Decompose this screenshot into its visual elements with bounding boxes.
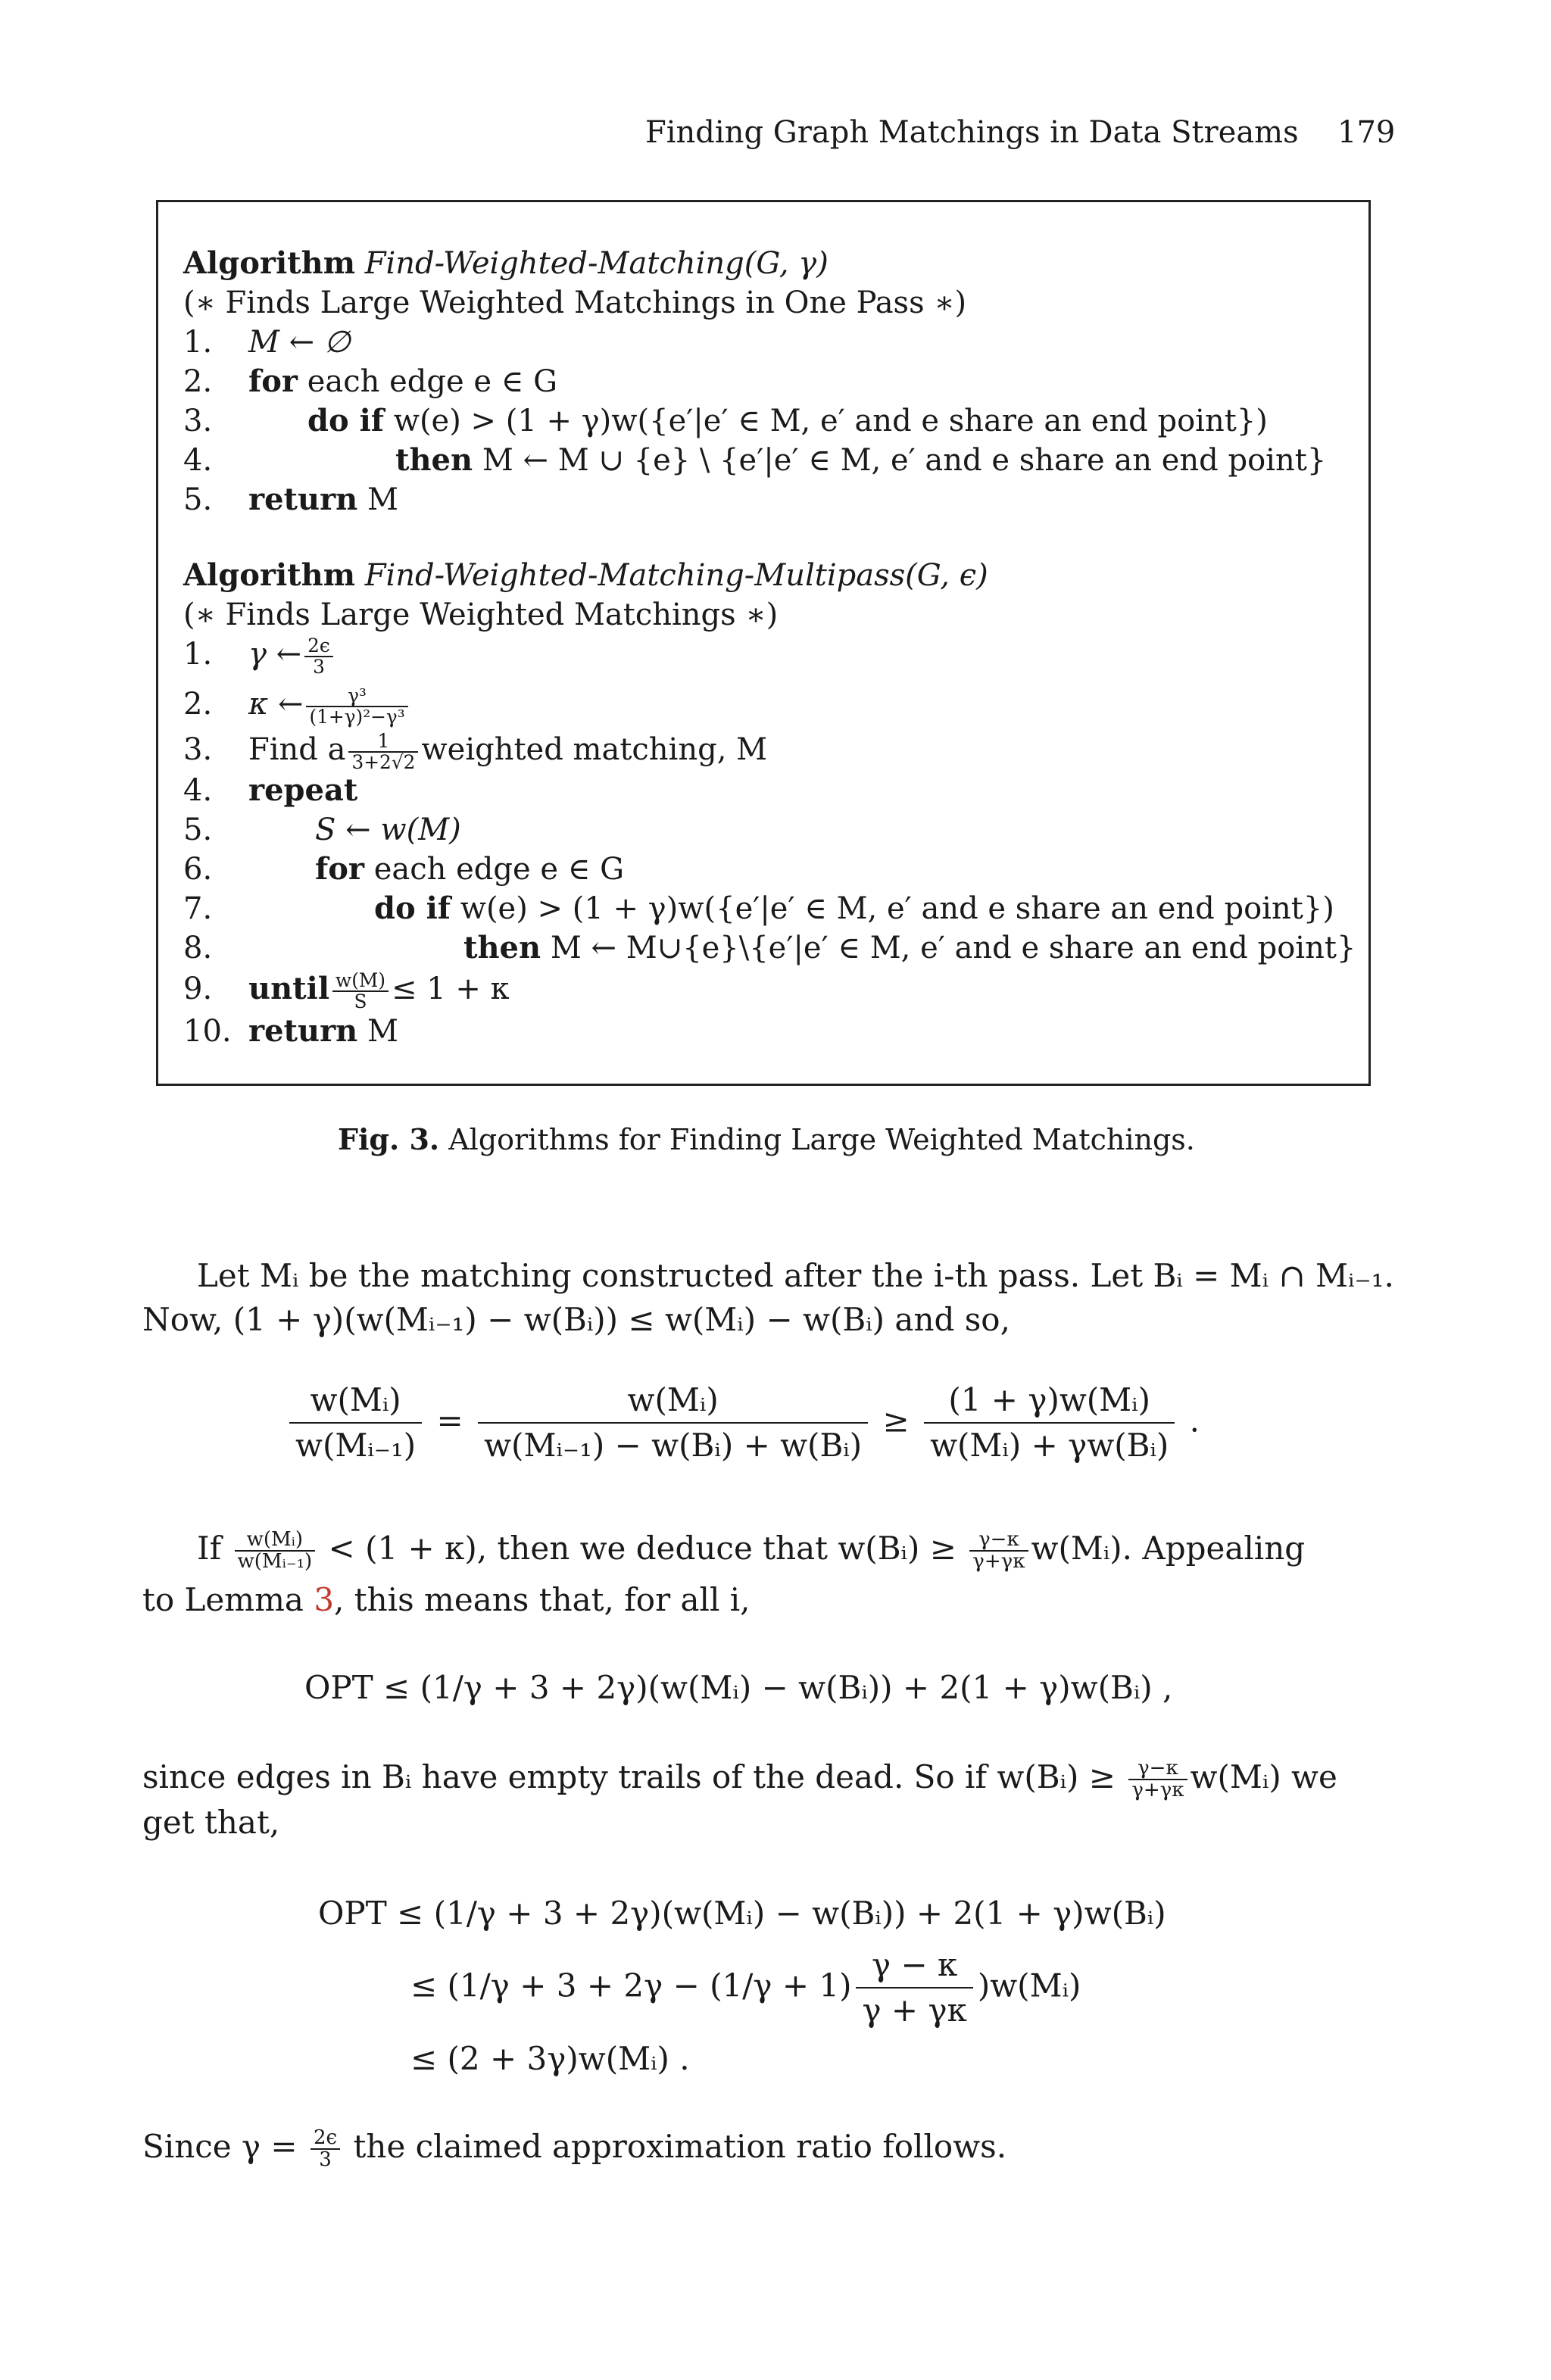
paragraph-4 [142, 2125, 1006, 2170]
line-number: 2. [183, 364, 213, 399]
algo1-line-2 [183, 362, 558, 401]
line-text: M ← ∅ [248, 325, 351, 360]
equation-3-line-3: ≤ (2 + 3γ)w(Mᵢ) . [410, 2040, 690, 2077]
line-number: 9. [183, 972, 213, 1006]
paragraph-3-line-1 [142, 1755, 1337, 1801]
line-keyword: do if [374, 891, 451, 926]
algo2-name: Find-Weighted-Matching-Multipass(G, ϵ) [364, 558, 988, 593]
algo2-keyword: Algorithm [183, 557, 356, 593]
line-number: 5. [183, 482, 213, 517]
algo2-line-2 [183, 684, 405, 728]
algo2-line-7 [183, 889, 1334, 928]
frac-denominator: w(Mᵢ) + γw(Bᵢ) [930, 1427, 1169, 1464]
line-text: γ ← [248, 637, 302, 672]
frac-numerator: 2ϵ [311, 2128, 340, 2150]
text-if: If [197, 1530, 222, 1567]
frac-denominator: S [354, 990, 367, 1012]
frac-numerator: γ−κ [1128, 1758, 1187, 1780]
text-a: since edges in Bᵢ have empty trails of the dead. So if w(Bᵢ) ≥ [142, 1758, 1116, 1795]
line-number: 2. [183, 687, 213, 722]
line-number: 10. [183, 1014, 232, 1049]
line-keyword: until [248, 971, 330, 1006]
algo1-line-1 [183, 323, 351, 362]
equation-3-line-1: OPT ≤ (1/γ + 3 + 2γ)(w(Mᵢ) − w(Bᵢ)) + 2(1 + γ)w(Bᵢ) [318, 1895, 1166, 1932]
line-number: 6. [183, 852, 213, 887]
caption-text: Algorithms for Finding Large Weighted Matchings. [448, 1123, 1195, 1156]
frac-denominator: 3+2√2 [351, 751, 416, 773]
line-text: M [367, 1014, 398, 1049]
line-text: S ← w(M) [315, 813, 461, 847]
paragraph-2-line-2 [142, 1578, 751, 1622]
text-b: w(Mᵢ) we [1190, 1758, 1337, 1795]
text-a: Since γ = [142, 2128, 298, 2165]
equation-1 [285, 1381, 1200, 1465]
frac-denominator: γ + γκ [862, 1992, 967, 2029]
line-text: Find a [248, 732, 346, 767]
algo2-line-3 [183, 729, 768, 773]
paragraph-2-line-1 [197, 1527, 1305, 1572]
algo1-line-4 [183, 441, 1327, 480]
algo2-line-10 [183, 1012, 398, 1051]
frac-numerator: w(M) [332, 971, 389, 992]
running-title: Finding Graph Matchings in Data Streams [645, 115, 1299, 150]
line-number: 4. [183, 773, 213, 808]
paragraph-3-line-2: get that, [142, 1804, 280, 1841]
line-text: ≤ 1 + κ [392, 972, 510, 1006]
line-text: M [367, 482, 398, 517]
algo2-line-8 [183, 928, 1356, 968]
frac-numerator: γ³ [306, 686, 407, 707]
line-number: 1. [183, 637, 213, 672]
algo1-keyword: Algorithm [183, 245, 356, 281]
line-text: M ← M∪{e}\{e′|e′ ∈ M, e′ and e share an end point} [550, 931, 1356, 965]
line-text: each edge e ∈ G [373, 852, 625, 887]
text-b: , this means that, for all i, [334, 1581, 751, 1618]
line-keyword: for [248, 363, 298, 399]
frac-denominator: w(Mᵢ₋₁) [237, 1550, 313, 1573]
algo2-line-6 [183, 850, 625, 889]
ge-sign: ≥ [882, 1402, 910, 1440]
line-text: M ← M ∪ {e} \ {e′|e′ ∈ M, e′ and e share an end point} [482, 443, 1327, 478]
algo2-line-4 [183, 771, 358, 810]
algo1-name: Find-Weighted-Matching(G, γ) [364, 246, 829, 281]
equation-3-line-2 [410, 1946, 1081, 2030]
text-a: to Lemma [142, 1581, 304, 1618]
algo2-line-5 [183, 810, 461, 850]
line-text: each edge e ∈ G [307, 364, 558, 399]
algo1-comment: (∗ Finds Large Weighted Matchings in One Pass ∗) [183, 285, 967, 320]
equals-sign: = [436, 1402, 463, 1440]
line-text: weighted matching, M [421, 732, 768, 767]
frac-denominator: w(Mᵢ₋₁) [295, 1427, 417, 1464]
text-a: ≤ (1/γ + 3 + 2γ − (1/γ + 1) [410, 1967, 852, 2004]
line-number: 4. [183, 443, 213, 478]
frac-denominator: (1+γ)²−γ³ [309, 706, 405, 728]
frac-denominator: γ+γκ [1131, 1779, 1184, 1801]
frac-numerator: (1 + γ)w(Mᵢ) [924, 1381, 1175, 1424]
line-number: 3. [183, 732, 213, 767]
frac-numerator: w(Mᵢ) [235, 1530, 316, 1552]
frac-numerator: 2ϵ [304, 636, 333, 657]
line-text: κ ← [248, 687, 304, 722]
line-number: 7. [183, 891, 213, 926]
line-text: w(e) > (1 + γ)w({e′|e′ ∈ M, e′ and e share an end point}) [460, 891, 1334, 926]
page-number: 179 [1337, 115, 1396, 150]
figure-caption [338, 1122, 1195, 1156]
lemma-reference-link[interactable]: 3 [314, 1581, 335, 1618]
line-keyword: return [248, 1013, 358, 1049]
line-keyword: do if [307, 403, 384, 438]
equation-2: OPT ≤ (1/γ + 3 + 2γ)(w(Mᵢ) − w(Bᵢ)) + 2(1 + γ)w(Bᵢ) , [304, 1669, 1173, 1706]
text-mid: < (1 + κ), then we deduce that w(Bᵢ) ≥ [328, 1530, 957, 1567]
text-end: w(Mᵢ). Appealing [1031, 1530, 1306, 1567]
paragraph-1-line-2: Now, (1 + γ)(w(Mᵢ₋₁) − w(Bᵢ)) ≤ w(Mᵢ) − w(Bᵢ) and so, [142, 1301, 1010, 1338]
algo2-line-9 [183, 969, 510, 1012]
line-keyword: for [315, 851, 364, 887]
frac-denominator: γ+γκ [972, 1550, 1025, 1573]
frac-numerator: w(Mᵢ) [478, 1381, 868, 1424]
frac-numerator: γ − κ [856, 1946, 972, 1989]
frac-denominator: 3 [313, 656, 325, 678]
line-number: 3. [183, 404, 213, 438]
frac-numerator: 1 [348, 731, 418, 753]
caption-label: Fig. 3. [338, 1122, 440, 1156]
line-keyword: then [463, 930, 541, 965]
line-keyword: then [395, 442, 473, 478]
line-keyword: return [248, 482, 358, 517]
frac-denominator: w(Mᵢ₋₁) − w(Bᵢ) + w(Bᵢ) [484, 1427, 863, 1464]
frac-numerator: γ−κ [969, 1530, 1028, 1552]
frac-numerator: w(Mᵢ) [289, 1381, 422, 1424]
text-b: the claimed approximation ratio follows. [353, 2128, 1007, 2165]
line-number: 5. [183, 813, 213, 847]
line-number: 8. [183, 931, 213, 965]
text-b: )w(Mᵢ) [977, 1967, 1081, 2004]
line-keyword: repeat [248, 772, 358, 808]
paragraph-1-line-1: Let Mᵢ be the matching constructed after the i-th pass. Let Bᵢ = Mᵢ ∩ Mᵢ₋₁. [197, 1257, 1394, 1294]
line-number: 1. [183, 325, 213, 360]
algo1-title [183, 244, 829, 283]
algo1-line-3 [183, 401, 1268, 441]
algo2-comment: (∗ Finds Large Weighted Matchings ∗) [183, 597, 779, 632]
algo2-title [183, 556, 988, 595]
period: . [1189, 1402, 1200, 1440]
frac-denominator: 3 [319, 2148, 332, 2171]
algo1-line-5 [183, 480, 398, 519]
line-text: w(e) > (1 + γ)w({e′|e′ ∈ M, e′ and e share an end point}) [393, 404, 1268, 438]
